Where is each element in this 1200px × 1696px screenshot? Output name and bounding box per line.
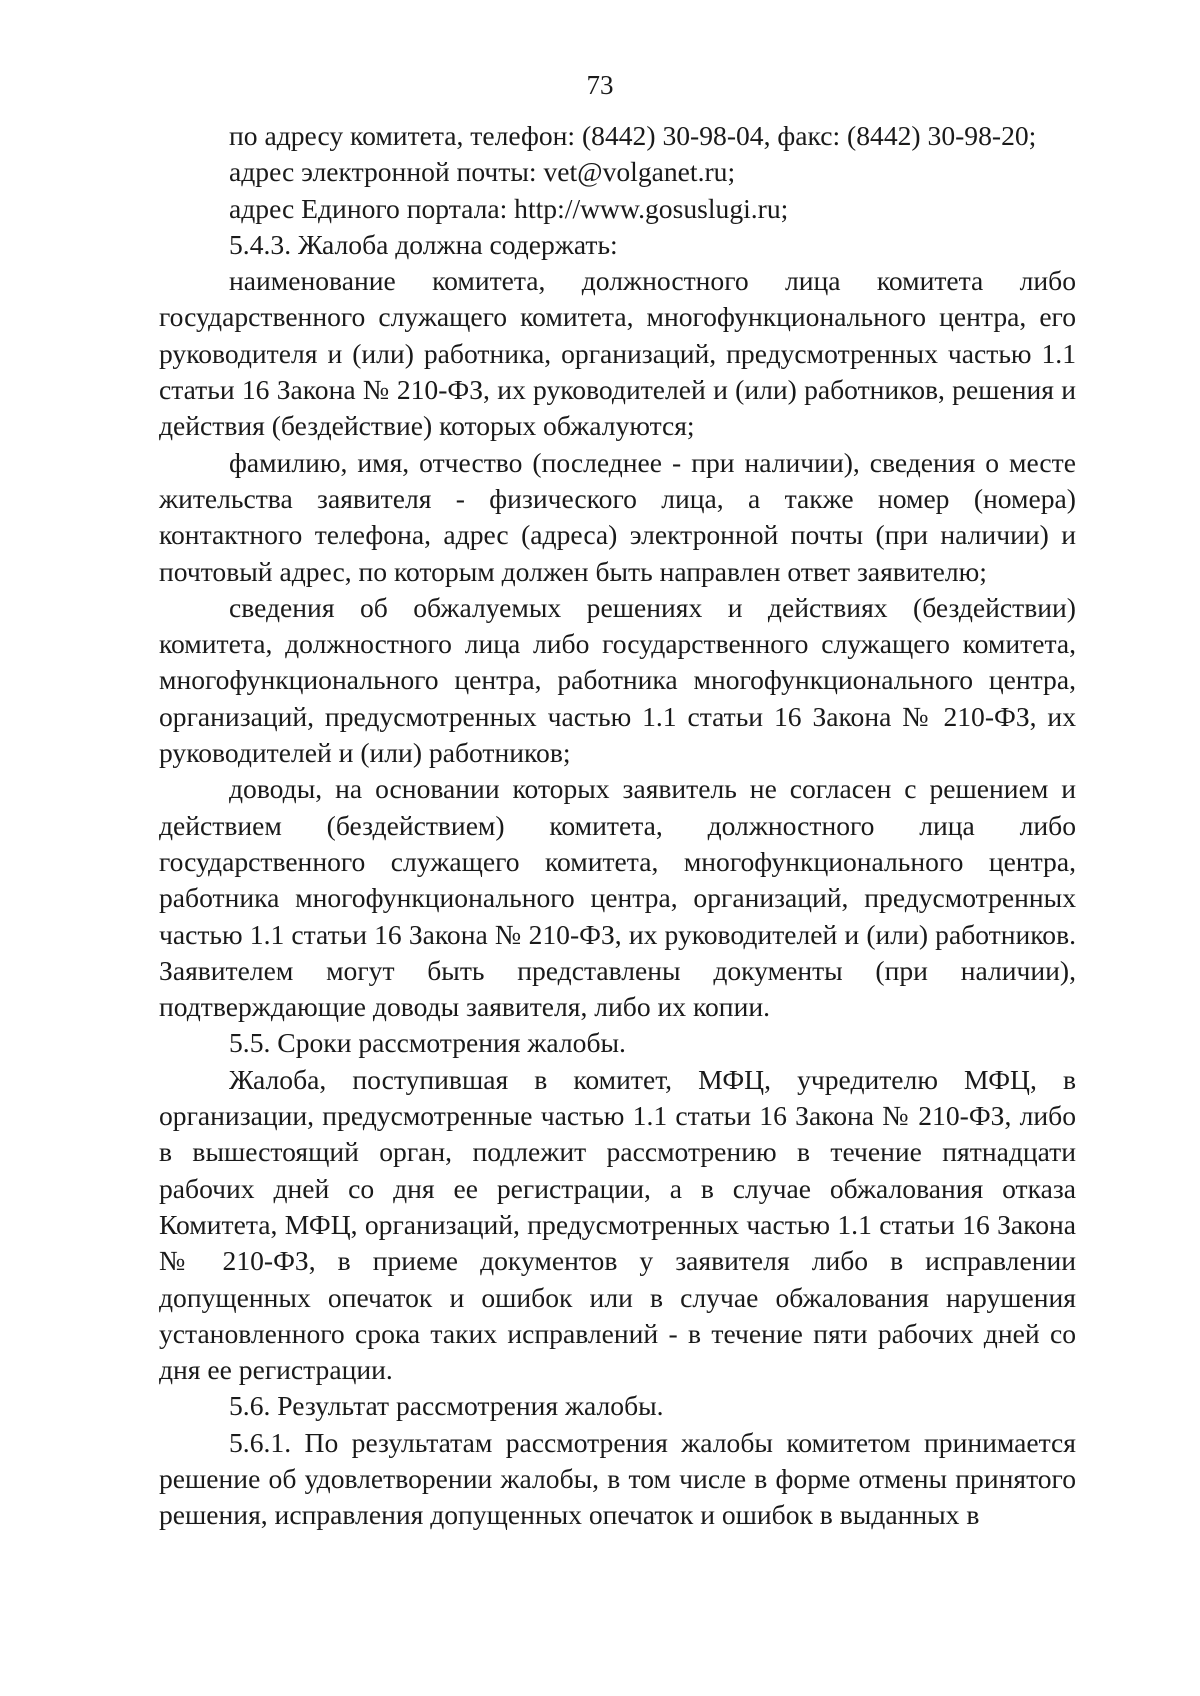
paragraph-5-6-heading: 5.6. Результат рассмотрения жалобы. — [229, 1390, 664, 1422]
paragraph-committee-address: по адресу комитета, телефон: (8442) 30-98-04, факс: (8442) 30-98-20; — [229, 120, 1037, 151]
page-number: 73 — [586, 70, 614, 100]
paragraph-5-6-1: 5.6.1. По результатам рассмотрения жалобы комитетом принимается решение об удовлетворении жалобы, в том числе в форме отмены принятого решения, исправления допущенных опечаток и ошибок в выданных в — [159, 1426, 1076, 1531]
paragraph-arguments: доводы, на основании которых заявитель не согласен с решением и действием (бездействием) комитета, должностного лица либо государственного служащего комитета, многофункционального центра, работника многофункционального центра, организаций, предусмотренных частью 1.1 статьи 16 Закона № 210-ФЗ, их руководителей и (или) работников. Заявителем могут быть представлены документы (при наличии), подтверждающие доводы заявителя, либо их копии. — [159, 773, 1076, 1023]
paragraph-applicant-details: фамилию, имя, отчество (последнее - при наличии), сведения о месте жительства заявителя - физического лица, а также номер (номера) контактного телефона, адрес (адреса) электронной почты (при наличии) и почтовый адрес, по которым должен быть направлен ответ заявителю; — [159, 446, 1076, 587]
paragraph-portal: адрес Единого портала: http://www.gosuslugi.ru; — [229, 192, 789, 224]
paragraph-email: адрес электронной почты: vet@volganet.ru; — [229, 156, 736, 188]
document-body — [159, 118, 1076, 1534]
paragraph-review-terms: Жалоба, поступившая в комитет, МФЦ, учредителю МФЦ, в организации, предусмотренные частью 1.1 статьи 16 Закона № 210-ФЗ, либо в вышестоящий орган, подлежит рассмотрению в течение пятнадцати рабочих дней со дня ее регистрации, а в случае обжалования отказа Комитета, МФЦ, организаций, предусмотренных частью 1.1 статьи 16 Закона № 210-ФЗ, в приеме документов у заявителя либо в исправлении допущенных опечаток и ошибок или в случае обжалования нарушения установленного срока таких исправлений - в течение пяти рабочих дней со дня ее регистрации. — [159, 1063, 1076, 1386]
paragraph-5-4-3-heading: 5.4.3. Жалоба должна содержать: — [229, 228, 618, 260]
paragraph-appealed-decisions: сведения об обжалуемых решениях и действиях (бездействии) комитета, должностного лица либо государственного служащего комитета, многофункционального центра, работника многофункционального центра, организаций, предусмотренных частью 1.1 статьи 16 Закона № 210-ФЗ, их руководителей и (или) работников; — [159, 591, 1076, 769]
paragraph-complaint-subject: наименование комитета, должностного лица комитета либо государственного служащего комитета, многофункционального центра, его руководителя и (или) работника, организаций, предусмотренных частью 1.1 статьи 16 Закона № 210-ФЗ, их руководителей и (или) работников, решения и действия (бездействие) которых обжалуются; — [159, 265, 1076, 442]
paragraph-5-5-heading: 5.5. Сроки рассмотрения жалобы. — [229, 1027, 626, 1059]
